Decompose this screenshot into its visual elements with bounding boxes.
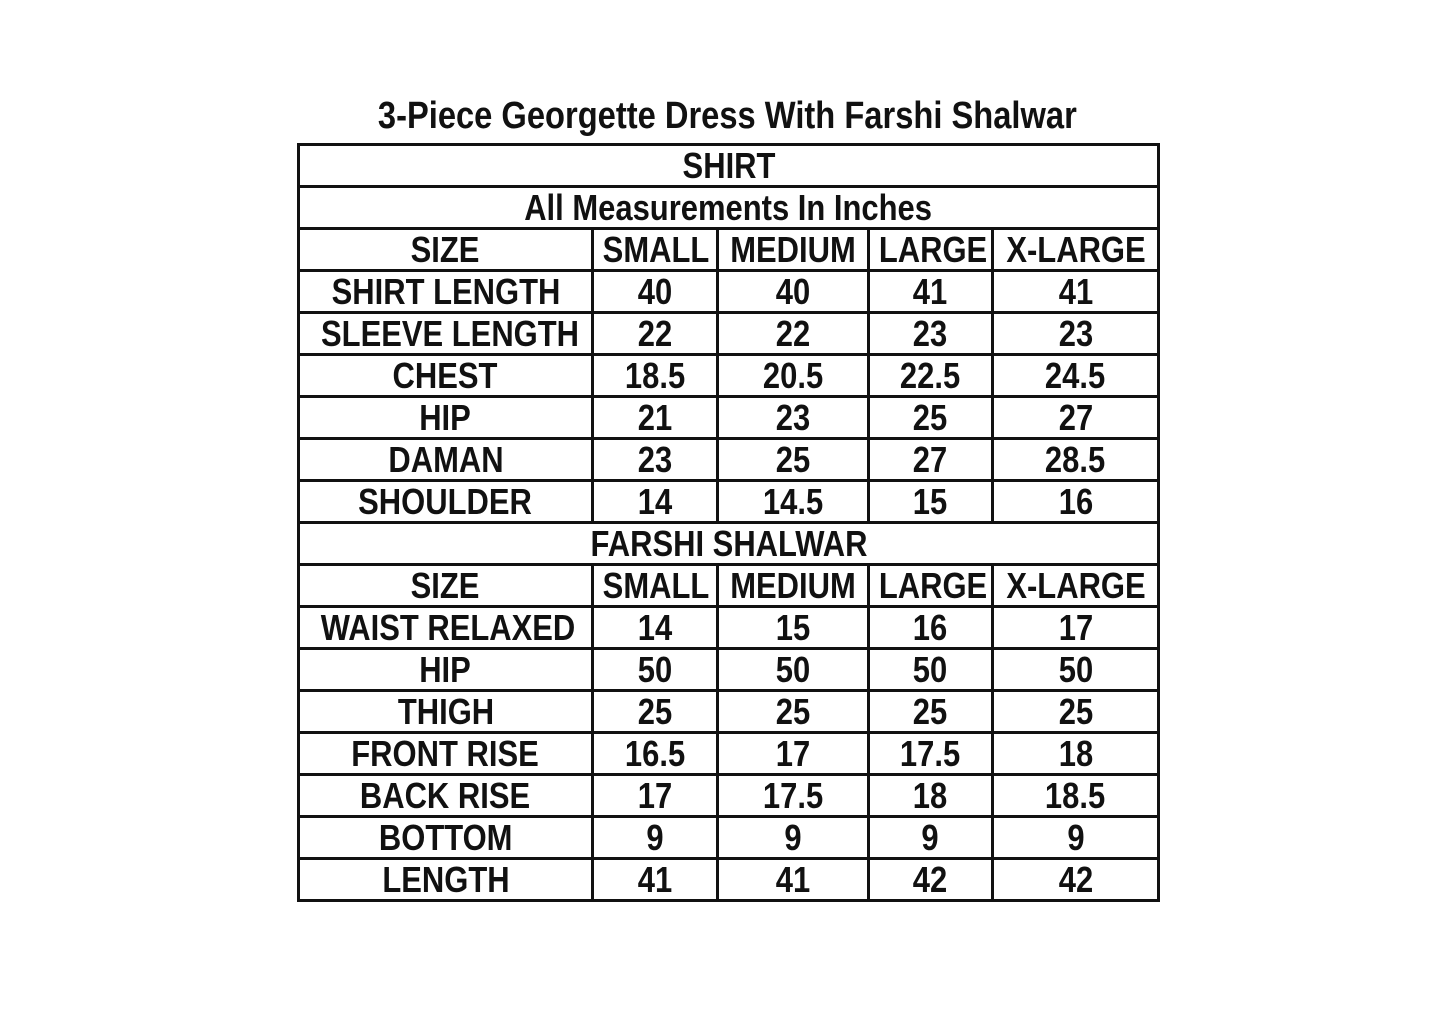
row-label [299, 775, 593, 817]
row-label [299, 649, 593, 691]
value-cell-text: 18.5 [624, 354, 686, 396]
column-header-small [593, 565, 718, 607]
size-column-header [299, 565, 593, 607]
value-cell-text: 14 [637, 606, 673, 648]
value-cell-text: 15 [775, 606, 811, 648]
section-header [299, 523, 1159, 565]
value-cell-text: 40 [775, 270, 811, 312]
row-label-text: CHEST [393, 354, 498, 396]
column-header-row [299, 565, 1159, 607]
value-cell-text: 41 [1058, 270, 1093, 312]
value-cell-text: 25 [913, 690, 948, 732]
value-cell [993, 397, 1159, 439]
value-cell-text: 9 [1066, 816, 1085, 858]
value-cell [718, 775, 869, 817]
value-cell-text: 14 [637, 480, 673, 522]
row-label-text: THIGH [397, 690, 494, 732]
value-cell [718, 817, 869, 859]
value-cell [993, 271, 1159, 313]
value-cell-text: 18.5 [1045, 774, 1106, 816]
row-label [299, 271, 593, 313]
value-cell [869, 817, 993, 859]
section-header [299, 145, 1159, 187]
value-cell-text: 9 [784, 816, 802, 858]
row-label [299, 313, 593, 355]
row-label [299, 607, 593, 649]
row-label [299, 397, 593, 439]
value-cell-text: 42 [1058, 858, 1093, 900]
value-cell [993, 691, 1159, 733]
row-label [299, 481, 593, 523]
row-label-text: SLEEVE LENGTH [321, 312, 580, 354]
value-cell-text: 23 [913, 312, 948, 354]
measurement-row [299, 817, 1159, 859]
value-cell-text: 25 [775, 438, 811, 480]
value-cell [593, 397, 718, 439]
value-cell [593, 481, 718, 523]
value-cell-text: 41 [913, 270, 948, 312]
row-label-text: BACK RISE [360, 774, 531, 816]
value-cell-text: 9 [921, 816, 940, 858]
value-cell-text: 20.5 [762, 354, 824, 396]
value-cell-text: 18 [913, 774, 948, 816]
value-cell-text: 25 [637, 690, 673, 732]
value-cell [869, 607, 993, 649]
row-label [299, 439, 593, 481]
value-cell [718, 271, 869, 313]
value-cell [993, 859, 1159, 901]
value-cell-text: 17 [637, 774, 673, 816]
value-cell-text: 41 [775, 858, 811, 900]
value-cell [993, 355, 1159, 397]
value-cell-text: 28.5 [1045, 438, 1106, 480]
value-cell-text: 50 [775, 648, 811, 690]
value-cell [593, 607, 718, 649]
column-header-small-text: SMALL [602, 564, 710, 606]
value-cell [593, 355, 718, 397]
column-header-x-large-text: X-LARGE [1005, 228, 1146, 270]
value-cell-text: 40 [637, 270, 673, 312]
row-label [299, 859, 593, 901]
value-cell-text: 50 [913, 648, 948, 690]
column-header-large [869, 565, 993, 607]
measurement-row [299, 313, 1159, 355]
section-header-row [299, 523, 1159, 565]
value-cell [869, 355, 993, 397]
size-table-body [299, 145, 1159, 901]
column-header-large-text: LARGE [878, 564, 988, 606]
section-subheader-row [299, 187, 1159, 229]
value-cell [869, 271, 993, 313]
section-header-text: SHIRT [682, 144, 775, 186]
value-cell [993, 439, 1159, 481]
value-cell-text: 25 [775, 690, 811, 732]
value-cell [869, 313, 993, 355]
value-cell-text: 42 [913, 858, 948, 900]
measurement-row [299, 355, 1159, 397]
value-cell [593, 733, 718, 775]
value-cell-text: 16 [1058, 480, 1093, 522]
row-label-text: WAIST RELAXED [320, 606, 576, 648]
row-label-text: LENGTH [381, 858, 510, 900]
value-cell [593, 649, 718, 691]
measurement-row [299, 481, 1159, 523]
value-cell [869, 649, 993, 691]
column-header-medium-text: MEDIUM [730, 228, 856, 270]
value-cell-text: 16.5 [624, 732, 686, 774]
value-cell [869, 439, 993, 481]
value-cell-text: 50 [637, 648, 673, 690]
value-cell [869, 481, 993, 523]
row-label-text: DAMAN [387, 438, 504, 480]
value-cell [593, 439, 718, 481]
column-header-medium [718, 229, 869, 271]
measurement-row [299, 607, 1159, 649]
value-cell-text: 27 [1058, 396, 1093, 438]
value-cell-text: 24.5 [1045, 354, 1106, 396]
value-cell [718, 691, 869, 733]
value-cell [718, 313, 869, 355]
column-header-medium-text: MEDIUM [730, 564, 856, 606]
value-cell [718, 649, 869, 691]
value-cell-text: 25 [1058, 690, 1093, 732]
column-header-x-large [993, 565, 1159, 607]
value-cell-text: 50 [1058, 648, 1093, 690]
value-cell-text: 21 [637, 396, 673, 438]
column-header-small-text: SMALL [602, 228, 710, 270]
value-cell-text: 22 [775, 312, 811, 354]
row-label-text: HIP [419, 648, 472, 690]
measurement-row [299, 859, 1159, 901]
value-cell [718, 607, 869, 649]
size-chart-table [297, 143, 1160, 902]
column-header-x-large [993, 229, 1159, 271]
column-header-small [593, 229, 718, 271]
row-label [299, 817, 593, 859]
size-chart-content [297, 97, 1157, 902]
measurement-row [299, 691, 1159, 733]
value-cell [993, 733, 1159, 775]
section-header-text: FARSHI SHALWAR [590, 522, 867, 564]
size-column-header-text: SIZE [411, 564, 480, 606]
value-cell [593, 775, 718, 817]
page-title [297, 97, 1157, 135]
measurement-row [299, 439, 1159, 481]
page-title-text: 3-Piece Georgette Dress With Farshi Shalwar [377, 95, 1077, 137]
value-cell [993, 817, 1159, 859]
measurement-row [299, 397, 1159, 439]
measurement-row [299, 271, 1159, 313]
value-cell [869, 775, 993, 817]
measurement-row [299, 649, 1159, 691]
value-cell [869, 733, 993, 775]
section-subheader-text: All Measurements In Inches [524, 186, 933, 228]
value-cell-text: 9 [646, 816, 664, 858]
value-cell [718, 481, 869, 523]
column-header-x-large-text: X-LARGE [1005, 564, 1146, 606]
value-cell [593, 271, 718, 313]
value-cell-text: 14.5 [762, 480, 824, 522]
row-label-text: BOTTOM [378, 816, 513, 858]
value-cell [993, 607, 1159, 649]
value-cell [593, 817, 718, 859]
value-cell [718, 859, 869, 901]
value-cell [718, 355, 869, 397]
row-label-text: HIP [419, 396, 472, 438]
value-cell-text: 27 [913, 438, 948, 480]
value-cell-text: 23 [637, 438, 673, 480]
value-cell [993, 313, 1159, 355]
row-label-text: FRONT RISE [351, 732, 540, 774]
value-cell [718, 439, 869, 481]
value-cell [993, 775, 1159, 817]
value-cell-text: 18 [1058, 732, 1093, 774]
value-cell [993, 481, 1159, 523]
measurement-row [299, 775, 1159, 817]
row-label [299, 691, 593, 733]
value-cell [869, 691, 993, 733]
value-cell-text: 15 [913, 480, 948, 522]
row-label [299, 733, 593, 775]
value-cell-text: 17.5 [762, 774, 824, 816]
section-subheader [299, 187, 1159, 229]
row-label [299, 355, 593, 397]
column-header-row [299, 229, 1159, 271]
size-column-header-text: SIZE [411, 228, 480, 270]
value-cell-text: 22.5 [900, 354, 961, 396]
value-cell-text: 25 [913, 396, 948, 438]
value-cell-text: 41 [637, 858, 673, 900]
value-cell-text: 17 [1058, 606, 1093, 648]
value-cell-text: 17 [775, 732, 811, 774]
column-header-medium [718, 565, 869, 607]
value-cell [593, 313, 718, 355]
value-cell-text: 16 [913, 606, 948, 648]
value-cell-text: 22 [637, 312, 673, 354]
value-cell [869, 397, 993, 439]
value-cell [718, 397, 869, 439]
value-cell-text: 17.5 [900, 732, 961, 774]
value-cell [869, 859, 993, 901]
column-header-large-text: LARGE [878, 228, 988, 270]
value-cell-text: 23 [1058, 312, 1093, 354]
value-cell [993, 649, 1159, 691]
row-label-text: SHIRT LENGTH [331, 270, 560, 312]
value-cell-text: 23 [775, 396, 811, 438]
measurement-row [299, 733, 1159, 775]
row-label-text: SHOULDER [358, 480, 533, 522]
value-cell [718, 733, 869, 775]
value-cell [593, 691, 718, 733]
value-cell [593, 859, 718, 901]
column-header-large [869, 229, 993, 271]
section-header-row [299, 145, 1159, 187]
size-column-header [299, 229, 593, 271]
